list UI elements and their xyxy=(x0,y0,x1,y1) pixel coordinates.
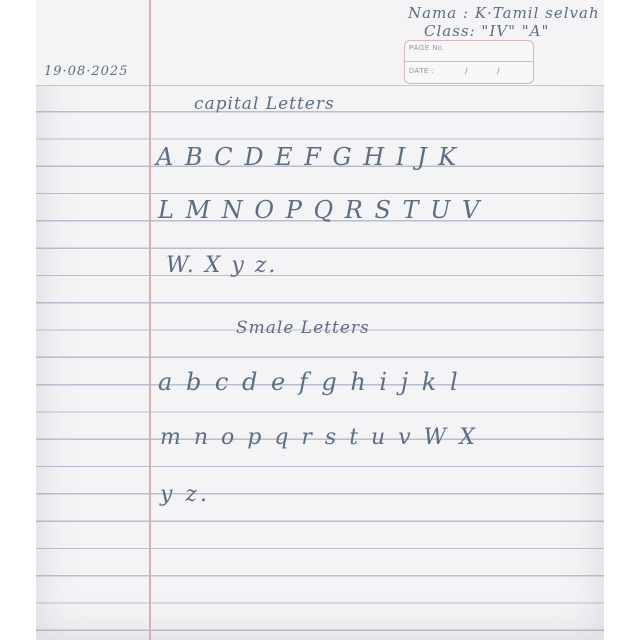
box-divider xyxy=(405,61,533,62)
capital-row-1: A B C D E F G H I J K xyxy=(156,143,459,171)
page-no-label: PAGE No. xyxy=(409,45,445,52)
student-name: Nama : K·Tamil selvah xyxy=(408,4,600,22)
date-slash-2: / xyxy=(497,66,500,76)
small-heading: Smale Letters xyxy=(236,318,370,338)
student-class: Class: "IV" "A" xyxy=(424,22,550,40)
notebook-page xyxy=(36,0,604,640)
capital-row-3: W. X y z. xyxy=(166,253,278,278)
written-date: 19·08·2025 xyxy=(44,64,129,79)
page-date-box xyxy=(404,40,534,84)
margin-line xyxy=(149,0,151,640)
small-row-3: y z. xyxy=(160,482,211,507)
date-slash-1: / xyxy=(465,66,468,76)
capital-row-2: L M N O P Q R S T U V xyxy=(158,196,482,224)
small-row-2: m n o p q r s t u v W X xyxy=(160,425,478,450)
date-label: DATE : xyxy=(409,68,435,75)
small-row-1: a b c d e f g h i j k l xyxy=(158,368,461,396)
capital-heading: capital Letters xyxy=(194,94,335,114)
header-rule xyxy=(36,85,604,86)
